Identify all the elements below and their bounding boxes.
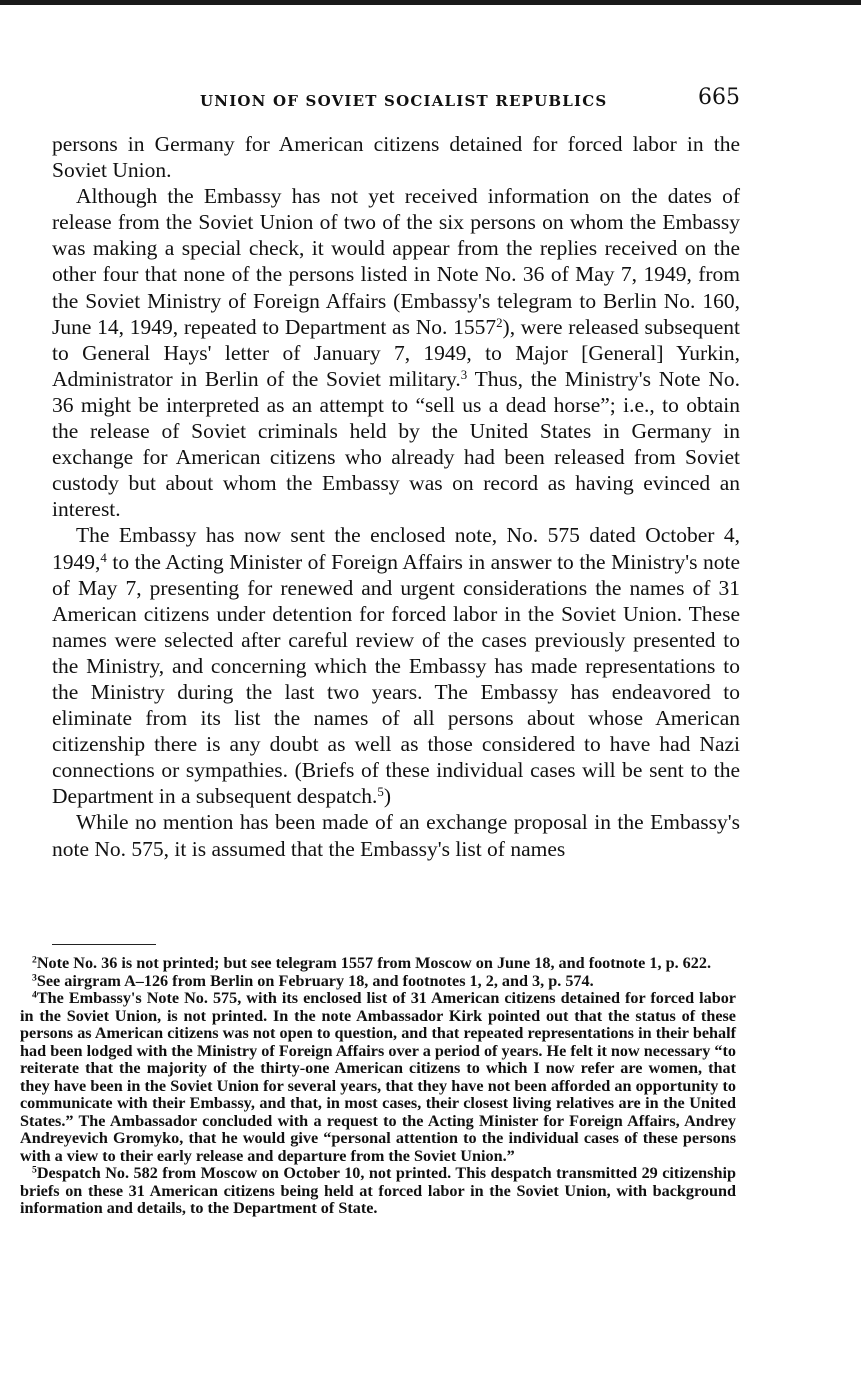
- footnote-ref-4: 4: [100, 550, 107, 565]
- footnote-5: [20, 1165, 736, 1218]
- paragraph-1-text: persons in Germany for American citizens detained for forced labor in the Soviet Union.: [52, 132, 740, 183]
- paragraph-3-text-a: The Embassy has now sent the enclosed note, No. 575 dated October 4, 1949,: [52, 523, 740, 574]
- footnote-ref-3: 3: [460, 367, 468, 382]
- paragraph-3: [52, 522, 740, 809]
- body-text: [52, 131, 740, 862]
- page-header: [52, 85, 740, 118]
- page-number: 665: [698, 85, 740, 110]
- paragraph-3-text-c: ): [383, 784, 392, 809]
- footnote-mark: 5: [32, 1164, 37, 1176]
- paragraph-4: [52, 809, 740, 861]
- paragraph-3-text-b: to the Acting Minister of Foreign Affairs in answer to the Ministry's note of May 7, presenting for renewed and urgent considerations the names of 31 American citizens under detention for forced labor in the Soviet Union. These names were selected after careful review of the cases previously presented to the Ministry, and concerning which the Embassy has made representations to the Ministry during the last two years. The Embassy has endeavored to eliminate from its list the names of all persons about whose American citizenship there is any doubt as well as those considered to have had Nazi connections or sympathies. (Briefs of these individual cases will be sent to the Department in a subsequent despatch.: [52, 549, 740, 809]
- paragraph-2-text-a: Although the Embassy has not yet received information on the dates of release from the Soviet Union of two of the six persons on whom the Embassy was making a special check, it would appear from the replies received on the other four that none of the persons listed in Note No. 36 of May 7, 1949, from the Soviet Ministry of Foreign Affairs (Embassy's telegram to Berlin No. 160, June 14, 1949, repeated to Department as No. 1557: [52, 184, 740, 339]
- paragraph-2: [52, 183, 740, 522]
- scan-edge: [0, 0, 861, 5]
- paragraph-2-text-c: Thus, the Ministry's Note No. 36 might be interpreted as an attempt to “sell us a dead horse”; i.e., to obtain the release of Soviet criminals held by the United States in Germany in exchange for American citizens who already had been released from Soviet custody but about whom the Embassy was on record as having evinced an interest.: [52, 366, 740, 522]
- footnote-text: See airgram A–126 from Berlin on February 18, and footnotes 1, 2, and 3, p. 574.: [36, 971, 594, 990]
- paragraph-2-text-b: ), were released subsequent to General Hays' letter of January 7, 1949, to Major [General] Yurkin, Administrator in Berlin of the Soviet military.: [52, 314, 740, 391]
- footnote-mark: 4: [32, 989, 37, 1001]
- footnote-text: Despatch No. 582 from Moscow on October 10, not printed. This despatch transmitted 29 citizenship briefs on these 31 American citizens being held at forced labor in the Soviet Union, with background information and details, to the Department of State.: [20, 1164, 736, 1217]
- footnotes: [20, 955, 736, 1218]
- footnote-text: The Embassy's Note No. 575, with its enclosed list of 31 American citizens detained for forced labor in the Soviet Union, is not printed. In the note Ambassador Kirk pointed out that the status of these persons as American citizens was not open to question, and that repeated representations in their behalf had been lodged with the Ministry of Foreign Affairs over a period of years. He felt it now necessary “to reiterate that the majority of the thirty-one American citizens to which I now refer are women, that they have been in the Soviet Union for several years, that they have not been afforded an opportunity to communicate with their Embassy, and that, in most cases, their closest living relatives are in the United States.” The Ambassador concluded with a request to the Acting Minister for Foreign Affairs, Andrey Andreyevich Gromyko, that he would give “personal attention to the individual cases of these persons with a view to their early release and departure from the Soviet Union.”: [20, 989, 736, 1165]
- footnote-mark: 2: [32, 954, 37, 966]
- paragraph-4-text: While no mention has been made of an exchange proposal in the Embassy's note No. 575, it is assumed that the Embassy's list of names: [52, 810, 740, 861]
- running-head: UNION OF SOVIET SOCIALIST REPUBLICS: [200, 92, 608, 110]
- footnote-4: [20, 990, 736, 1165]
- footnote-3: [20, 973, 736, 991]
- footnote-mark: 3: [32, 972, 37, 984]
- paragraph-1: [52, 131, 740, 183]
- footnote-ref-5: 5: [377, 785, 384, 800]
- footnote-2: [20, 955, 736, 973]
- footnote-ref-2: 2: [496, 315, 503, 330]
- footnote-rule: [52, 944, 156, 945]
- footnote-text: Note No. 36 is not printed; but see telegram 1557 from Moscow on June 18, and footnote 1, p. 622.: [36, 954, 711, 972]
